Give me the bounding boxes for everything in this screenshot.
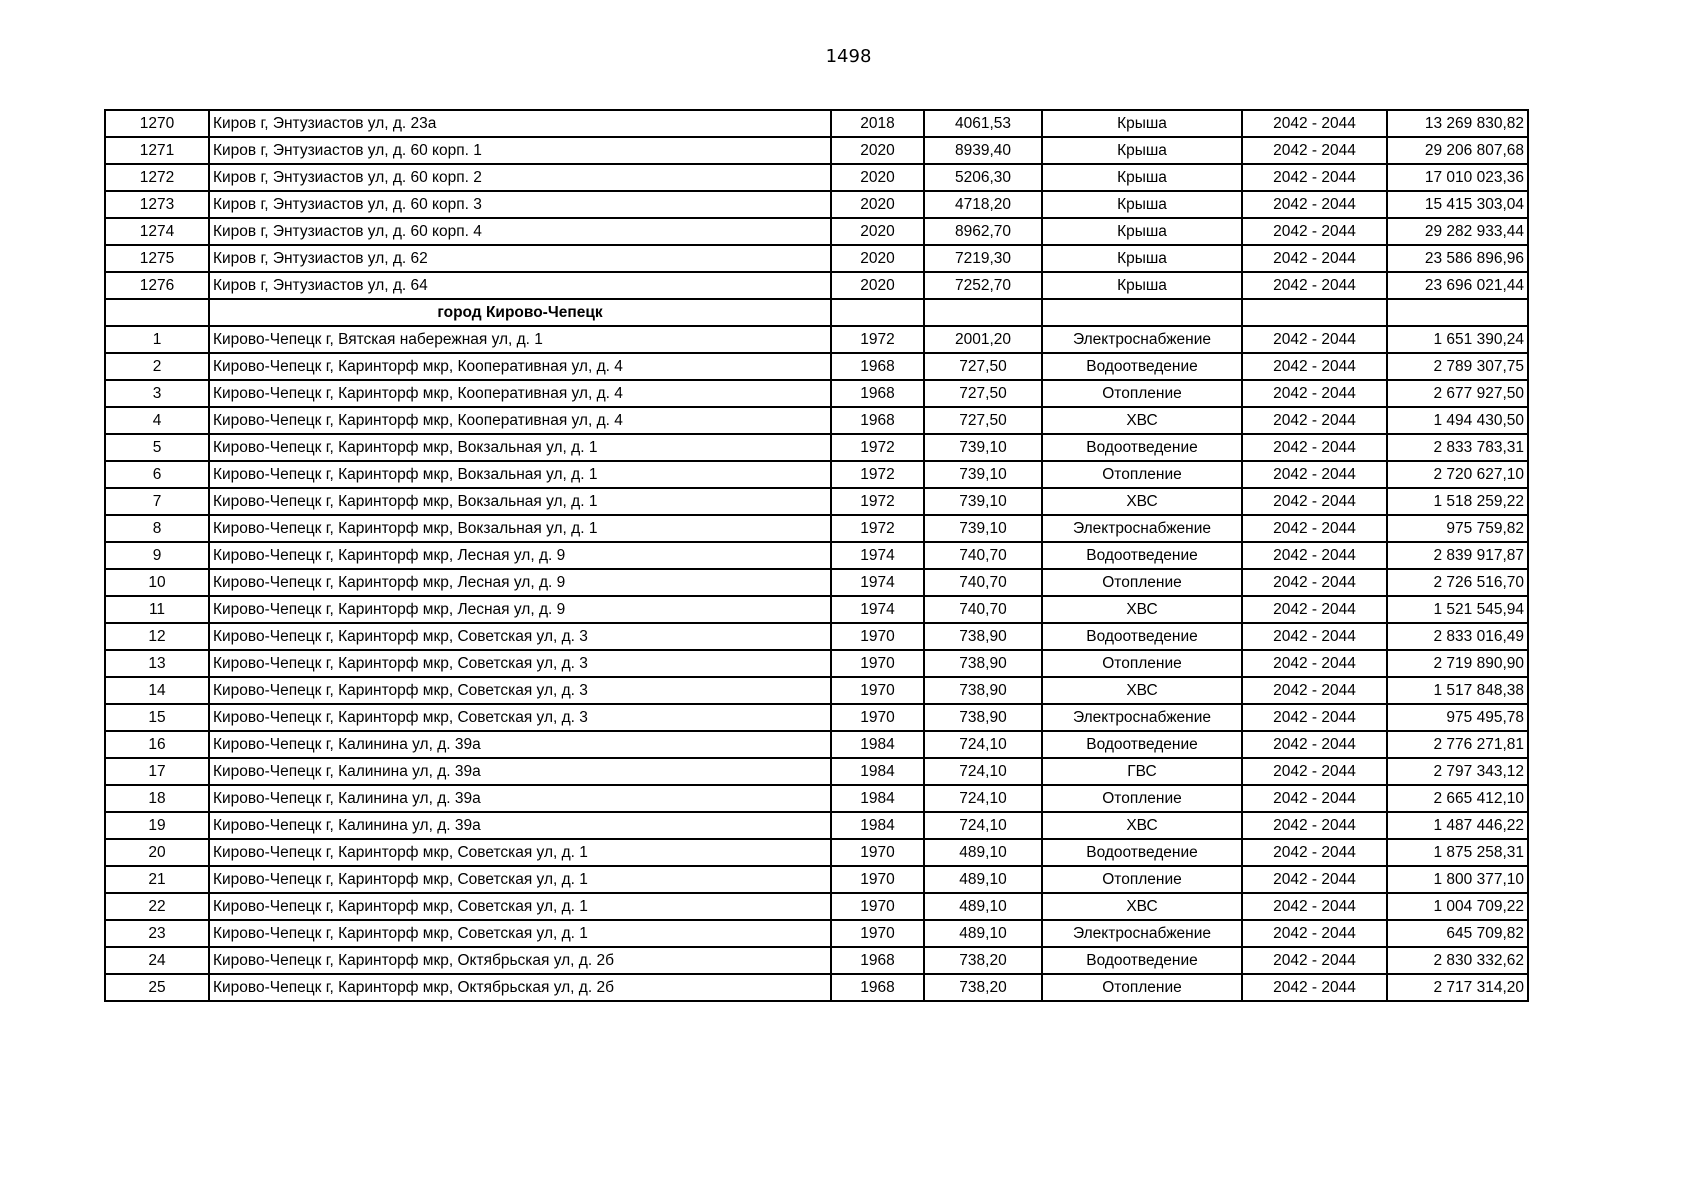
cost-cell: 975 495,78 <box>1387 704 1528 731</box>
table-row <box>105 974 1528 1001</box>
cost-cell: 1 518 259,22 <box>1387 488 1528 515</box>
row-number-cell: 1271 <box>105 137 209 164</box>
work-type-cell: ХВС <box>1042 407 1242 434</box>
cost-cell: 13 269 830,82 <box>1387 110 1528 137</box>
work-type-cell: Крыша <box>1042 110 1242 137</box>
area-cell: 738,90 <box>924 650 1042 677</box>
area-cell: 739,10 <box>924 434 1042 461</box>
address-cell: Кирово-Чепецк г, Каринторф мкр, Вокзальная ул, д. 1 <box>209 461 831 488</box>
build-year-cell: 1968 <box>831 353 924 380</box>
period-cell: 2042 - 2044 <box>1242 488 1387 515</box>
work-type-cell: Крыша <box>1042 272 1242 299</box>
empty-cell <box>831 299 924 326</box>
address-cell: Кирово-Чепецк г, Каринторф мкр, Лесная ул, д. 9 <box>209 569 831 596</box>
work-type-cell: Крыша <box>1042 191 1242 218</box>
build-year-cell: 1972 <box>831 461 924 488</box>
table-row <box>105 488 1528 515</box>
build-year-cell: 2018 <box>831 110 924 137</box>
empty-cell <box>1042 299 1242 326</box>
cost-cell: 2 719 890,90 <box>1387 650 1528 677</box>
cost-cell: 1 651 390,24 <box>1387 326 1528 353</box>
period-cell: 2042 - 2044 <box>1242 704 1387 731</box>
build-year-cell: 2020 <box>831 137 924 164</box>
table-row <box>105 542 1528 569</box>
row-number-cell: 17 <box>105 758 209 785</box>
address-cell: Киров г, Энтузиастов ул, д. 23а <box>209 110 831 137</box>
address-cell: Кирово-Чепецк г, Каринторф мкр, Советская ул, д. 1 <box>209 839 831 866</box>
build-year-cell: 1970 <box>831 704 924 731</box>
empty-cell <box>1387 299 1528 326</box>
cost-cell: 23 696 021,44 <box>1387 272 1528 299</box>
cost-cell: 1 875 258,31 <box>1387 839 1528 866</box>
period-cell: 2042 - 2044 <box>1242 191 1387 218</box>
work-type-cell: Крыша <box>1042 164 1242 191</box>
row-number-cell: 8 <box>105 515 209 542</box>
row-number-cell: 20 <box>105 839 209 866</box>
address-cell: Кирово-Чепецк г, Калинина ул, д. 39а <box>209 731 831 758</box>
address-cell: Кирово-Чепецк г, Вятская набережная ул, д. 1 <box>209 326 831 353</box>
area-cell: 739,10 <box>924 515 1042 542</box>
address-cell: Кирово-Чепецк г, Каринторф мкр, Советская ул, д. 3 <box>209 650 831 677</box>
table-row <box>105 461 1528 488</box>
empty-cell <box>105 299 209 326</box>
build-year-cell: 1974 <box>831 596 924 623</box>
row-number-cell: 10 <box>105 569 209 596</box>
cost-cell: 2 720 627,10 <box>1387 461 1528 488</box>
cost-cell: 2 677 927,50 <box>1387 380 1528 407</box>
table-row <box>105 407 1528 434</box>
row-number-cell: 1 <box>105 326 209 353</box>
work-type-cell: ХВС <box>1042 596 1242 623</box>
address-cell: Киров г, Энтузиастов ул, д. 62 <box>209 245 831 272</box>
table-row <box>105 731 1528 758</box>
table-row <box>105 164 1528 191</box>
address-cell: Кирово-Чепецк г, Каринторф мкр, Кооперативная ул, д. 4 <box>209 353 831 380</box>
period-cell: 2042 - 2044 <box>1242 218 1387 245</box>
area-cell: 738,90 <box>924 704 1042 731</box>
area-cell: 739,10 <box>924 488 1042 515</box>
row-number-cell: 2 <box>105 353 209 380</box>
build-year-cell: 1984 <box>831 785 924 812</box>
row-number-cell: 7 <box>105 488 209 515</box>
table-row <box>105 191 1528 218</box>
table-row <box>105 785 1528 812</box>
period-cell: 2042 - 2044 <box>1242 569 1387 596</box>
address-cell: Кирово-Чепецк г, Калинина ул, д. 39а <box>209 758 831 785</box>
build-year-cell: 1968 <box>831 407 924 434</box>
area-cell: 8939,40 <box>924 137 1042 164</box>
row-number-cell: 12 <box>105 623 209 650</box>
build-year-cell: 2020 <box>831 245 924 272</box>
page-number: 1498 <box>825 46 872 67</box>
row-number-cell: 13 <box>105 650 209 677</box>
period-cell: 2042 - 2044 <box>1242 272 1387 299</box>
build-year-cell: 1970 <box>831 920 924 947</box>
build-year-cell: 1968 <box>831 380 924 407</box>
table-row <box>105 380 1528 407</box>
address-cell: Кирово-Чепецк г, Каринторф мкр, Вокзальная ул, д. 1 <box>209 515 831 542</box>
address-cell: Кирово-Чепецк г, Калинина ул, д. 39а <box>209 785 831 812</box>
work-type-cell: Электроснабжение <box>1042 704 1242 731</box>
address-cell: Киров г, Энтузиастов ул, д. 64 <box>209 272 831 299</box>
area-cell: 4061,53 <box>924 110 1042 137</box>
build-year-cell: 1972 <box>831 515 924 542</box>
table-row <box>105 893 1528 920</box>
table-row <box>105 569 1528 596</box>
area-cell: 724,10 <box>924 758 1042 785</box>
table-row <box>105 677 1528 704</box>
address-cell: Кирово-Чепецк г, Каринторф мкр, Кооперативная ул, д. 4 <box>209 380 831 407</box>
row-number-cell: 1270 <box>105 110 209 137</box>
work-type-cell: Водоотведение <box>1042 839 1242 866</box>
table-row <box>105 434 1528 461</box>
build-year-cell: 2020 <box>831 272 924 299</box>
row-number-cell: 6 <box>105 461 209 488</box>
cost-cell: 1 494 430,50 <box>1387 407 1528 434</box>
table-row <box>105 812 1528 839</box>
address-cell: Кирово-Чепецк г, Каринторф мкр, Советская ул, д. 1 <box>209 866 831 893</box>
address-cell: Киров г, Энтузиастов ул, д. 60 корп. 2 <box>209 164 831 191</box>
table-row <box>105 326 1528 353</box>
row-number-cell: 4 <box>105 407 209 434</box>
period-cell: 2042 - 2044 <box>1242 677 1387 704</box>
row-number-cell: 24 <box>105 947 209 974</box>
table-row <box>105 650 1528 677</box>
row-number-cell: 1275 <box>105 245 209 272</box>
work-type-cell: Отопление <box>1042 650 1242 677</box>
row-number-cell: 1272 <box>105 164 209 191</box>
build-year-cell: 1968 <box>831 947 924 974</box>
address-cell: Кирово-Чепецк г, Каринторф мкр, Вокзальная ул, д. 1 <box>209 488 831 515</box>
table-row <box>105 353 1528 380</box>
work-type-cell: Электроснабжение <box>1042 920 1242 947</box>
cost-cell: 17 010 023,36 <box>1387 164 1528 191</box>
period-cell: 2042 - 2044 <box>1242 596 1387 623</box>
row-number-cell: 15 <box>105 704 209 731</box>
row-number-cell: 1276 <box>105 272 209 299</box>
period-cell: 2042 - 2044 <box>1242 245 1387 272</box>
period-cell: 2042 - 2044 <box>1242 866 1387 893</box>
work-type-cell: Водоотведение <box>1042 947 1242 974</box>
cost-cell: 1 487 446,22 <box>1387 812 1528 839</box>
table-row <box>105 515 1528 542</box>
row-number-cell: 5 <box>105 434 209 461</box>
cost-cell: 2 726 516,70 <box>1387 569 1528 596</box>
build-year-cell: 1970 <box>831 839 924 866</box>
table-row <box>105 947 1528 974</box>
cost-cell: 2 833 016,49 <box>1387 623 1528 650</box>
work-type-cell: ХВС <box>1042 812 1242 839</box>
area-cell: 740,70 <box>924 569 1042 596</box>
area-cell: 724,10 <box>924 731 1042 758</box>
period-cell: 2042 - 2044 <box>1242 839 1387 866</box>
cost-cell: 2 665 412,10 <box>1387 785 1528 812</box>
build-year-cell: 2020 <box>831 191 924 218</box>
area-cell: 739,10 <box>924 461 1042 488</box>
cost-cell: 1 517 848,38 <box>1387 677 1528 704</box>
area-cell: 489,10 <box>924 920 1042 947</box>
registry-table <box>104 109 1529 1002</box>
cost-cell: 645 709,82 <box>1387 920 1528 947</box>
address-cell: Кирово-Чепецк г, Калинина ул, д. 39а <box>209 812 831 839</box>
build-year-cell: 1970 <box>831 893 924 920</box>
period-cell: 2042 - 2044 <box>1242 434 1387 461</box>
row-number-cell: 25 <box>105 974 209 1001</box>
cost-cell: 2 830 332,62 <box>1387 947 1528 974</box>
period-cell: 2042 - 2044 <box>1242 110 1387 137</box>
address-cell: Кирово-Чепецк г, Каринторф мкр, Советская ул, д. 1 <box>209 920 831 947</box>
cost-cell: 1 800 377,10 <box>1387 866 1528 893</box>
build-year-cell: 1974 <box>831 542 924 569</box>
address-cell: Кирово-Чепецк г, Каринторф мкр, Советская ул, д. 3 <box>209 677 831 704</box>
table-row <box>105 704 1528 731</box>
area-cell: 724,10 <box>924 785 1042 812</box>
period-cell: 2042 - 2044 <box>1242 380 1387 407</box>
address-cell: Киров г, Энтузиастов ул, д. 60 корп. 4 <box>209 218 831 245</box>
table-row <box>105 866 1528 893</box>
address-cell: Кирово-Чепецк г, Каринторф мкр, Вокзальная ул, д. 1 <box>209 434 831 461</box>
table-row <box>105 920 1528 947</box>
area-cell: 2001,20 <box>924 326 1042 353</box>
work-type-cell: Водоотведение <box>1042 434 1242 461</box>
row-number-cell: 9 <box>105 542 209 569</box>
build-year-cell: 1970 <box>831 650 924 677</box>
area-cell: 727,50 <box>924 407 1042 434</box>
area-cell: 738,20 <box>924 974 1042 1001</box>
build-year-cell: 1972 <box>831 488 924 515</box>
area-cell: 727,50 <box>924 380 1042 407</box>
build-year-cell: 1972 <box>831 326 924 353</box>
period-cell: 2042 - 2044 <box>1242 650 1387 677</box>
cost-cell: 1 004 709,22 <box>1387 893 1528 920</box>
cost-cell: 15 415 303,04 <box>1387 191 1528 218</box>
row-number-cell: 22 <box>105 893 209 920</box>
work-type-cell: Отопление <box>1042 380 1242 407</box>
cost-cell: 2 717 314,20 <box>1387 974 1528 1001</box>
address-cell: Кирово-Чепецк г, Каринторф мкр, Кооперативная ул, д. 4 <box>209 407 831 434</box>
section-title: город Кирово-Чепецк <box>209 299 831 326</box>
area-cell: 727,50 <box>924 353 1042 380</box>
table-row <box>105 839 1528 866</box>
area-cell: 8962,70 <box>924 218 1042 245</box>
area-cell: 7219,30 <box>924 245 1042 272</box>
build-year-cell: 2020 <box>831 218 924 245</box>
area-cell: 724,10 <box>924 812 1042 839</box>
empty-cell <box>1242 299 1387 326</box>
address-cell: Кирово-Чепецк г, Каринторф мкр, Октябрьская ул, д. 2б <box>209 947 831 974</box>
area-cell: 489,10 <box>924 866 1042 893</box>
work-type-cell: Водоотведение <box>1042 623 1242 650</box>
cost-cell: 2 833 783,31 <box>1387 434 1528 461</box>
address-cell: Кирово-Чепецк г, Каринторф мкр, Советская ул, д. 3 <box>209 704 831 731</box>
row-number-cell: 21 <box>105 866 209 893</box>
build-year-cell: 2020 <box>831 164 924 191</box>
period-cell: 2042 - 2044 <box>1242 920 1387 947</box>
address-cell: Кирово-Чепецк г, Каринторф мкр, Лесная ул, д. 9 <box>209 596 831 623</box>
address-cell: Киров г, Энтузиастов ул, д. 60 корп. 1 <box>209 137 831 164</box>
work-type-cell: Крыша <box>1042 245 1242 272</box>
work-type-cell: Водоотведение <box>1042 542 1242 569</box>
row-number-cell: 23 <box>105 920 209 947</box>
empty-cell <box>924 299 1042 326</box>
section-header-row <box>105 299 1528 326</box>
table-row <box>105 596 1528 623</box>
cost-cell: 23 586 896,96 <box>1387 245 1528 272</box>
period-cell: 2042 - 2044 <box>1242 731 1387 758</box>
table-row <box>105 110 1528 137</box>
period-cell: 2042 - 2044 <box>1242 758 1387 785</box>
period-cell: 2042 - 2044 <box>1242 326 1387 353</box>
work-type-cell: ГВС <box>1042 758 1242 785</box>
build-year-cell: 1974 <box>831 569 924 596</box>
area-cell: 740,70 <box>924 542 1042 569</box>
table-body <box>105 110 1528 1001</box>
period-cell: 2042 - 2044 <box>1242 947 1387 974</box>
period-cell: 2042 - 2044 <box>1242 353 1387 380</box>
work-type-cell: Отопление <box>1042 785 1242 812</box>
area-cell: 738,90 <box>924 677 1042 704</box>
period-cell: 2042 - 2044 <box>1242 542 1387 569</box>
cost-cell: 975 759,82 <box>1387 515 1528 542</box>
area-cell: 7252,70 <box>924 272 1042 299</box>
table-row <box>105 137 1528 164</box>
period-cell: 2042 - 2044 <box>1242 137 1387 164</box>
work-type-cell: Водоотведение <box>1042 353 1242 380</box>
work-type-cell: Отопление <box>1042 569 1242 596</box>
period-cell: 2042 - 2044 <box>1242 407 1387 434</box>
area-cell: 5206,30 <box>924 164 1042 191</box>
work-type-cell: Крыша <box>1042 218 1242 245</box>
address-cell: Кирово-Чепецк г, Каринторф мкр, Октябрьская ул, д. 2б <box>209 974 831 1001</box>
address-cell: Киров г, Энтузиастов ул, д. 60 корп. 3 <box>209 191 831 218</box>
area-cell: 738,20 <box>924 947 1042 974</box>
work-type-cell: Водоотведение <box>1042 731 1242 758</box>
row-number-cell: 1274 <box>105 218 209 245</box>
address-cell: Кирово-Чепецк г, Каринторф мкр, Советская ул, д. 3 <box>209 623 831 650</box>
period-cell: 2042 - 2044 <box>1242 785 1387 812</box>
period-cell: 2042 - 2044 <box>1242 164 1387 191</box>
row-number-cell: 18 <box>105 785 209 812</box>
work-type-cell: Электроснабжение <box>1042 515 1242 542</box>
cost-cell: 29 206 807,68 <box>1387 137 1528 164</box>
work-type-cell: Электроснабжение <box>1042 326 1242 353</box>
work-type-cell: Отопление <box>1042 866 1242 893</box>
work-type-cell: Отопление <box>1042 461 1242 488</box>
build-year-cell: 1984 <box>831 731 924 758</box>
area-cell: 4718,20 <box>924 191 1042 218</box>
table-row <box>105 245 1528 272</box>
cost-cell: 2 797 343,12 <box>1387 758 1528 785</box>
period-cell: 2042 - 2044 <box>1242 893 1387 920</box>
build-year-cell: 1968 <box>831 974 924 1001</box>
row-number-cell: 14 <box>105 677 209 704</box>
table-row <box>105 623 1528 650</box>
row-number-cell: 16 <box>105 731 209 758</box>
table-row <box>105 272 1528 299</box>
row-number-cell: 1273 <box>105 191 209 218</box>
area-cell: 738,90 <box>924 623 1042 650</box>
row-number-cell: 11 <box>105 596 209 623</box>
cost-cell: 2 776 271,81 <box>1387 731 1528 758</box>
build-year-cell: 1972 <box>831 434 924 461</box>
period-cell: 2042 - 2044 <box>1242 974 1387 1001</box>
period-cell: 2042 - 2044 <box>1242 515 1387 542</box>
work-type-cell: ХВС <box>1042 488 1242 515</box>
cost-cell: 29 282 933,44 <box>1387 218 1528 245</box>
build-year-cell: 1984 <box>831 758 924 785</box>
period-cell: 2042 - 2044 <box>1242 623 1387 650</box>
area-cell: 740,70 <box>924 596 1042 623</box>
period-cell: 2042 - 2044 <box>1242 461 1387 488</box>
address-cell: Кирово-Чепецк г, Каринторф мкр, Советская ул, д. 1 <box>209 893 831 920</box>
build-year-cell: 1970 <box>831 677 924 704</box>
area-cell: 489,10 <box>924 839 1042 866</box>
period-cell: 2042 - 2044 <box>1242 812 1387 839</box>
row-number-cell: 19 <box>105 812 209 839</box>
work-type-cell: ХВС <box>1042 677 1242 704</box>
work-type-cell: Отопление <box>1042 974 1242 1001</box>
build-year-cell: 1984 <box>831 812 924 839</box>
build-year-cell: 1970 <box>831 623 924 650</box>
cost-cell: 1 521 545,94 <box>1387 596 1528 623</box>
area-cell: 489,10 <box>924 893 1042 920</box>
address-cell: Кирово-Чепецк г, Каринторф мкр, Лесная ул, д. 9 <box>209 542 831 569</box>
table-row <box>105 758 1528 785</box>
table-row <box>105 218 1528 245</box>
cost-cell: 2 789 307,75 <box>1387 353 1528 380</box>
cost-cell: 2 839 917,87 <box>1387 542 1528 569</box>
row-number-cell: 3 <box>105 380 209 407</box>
work-type-cell: ХВС <box>1042 893 1242 920</box>
work-type-cell: Крыша <box>1042 137 1242 164</box>
build-year-cell: 1970 <box>831 866 924 893</box>
